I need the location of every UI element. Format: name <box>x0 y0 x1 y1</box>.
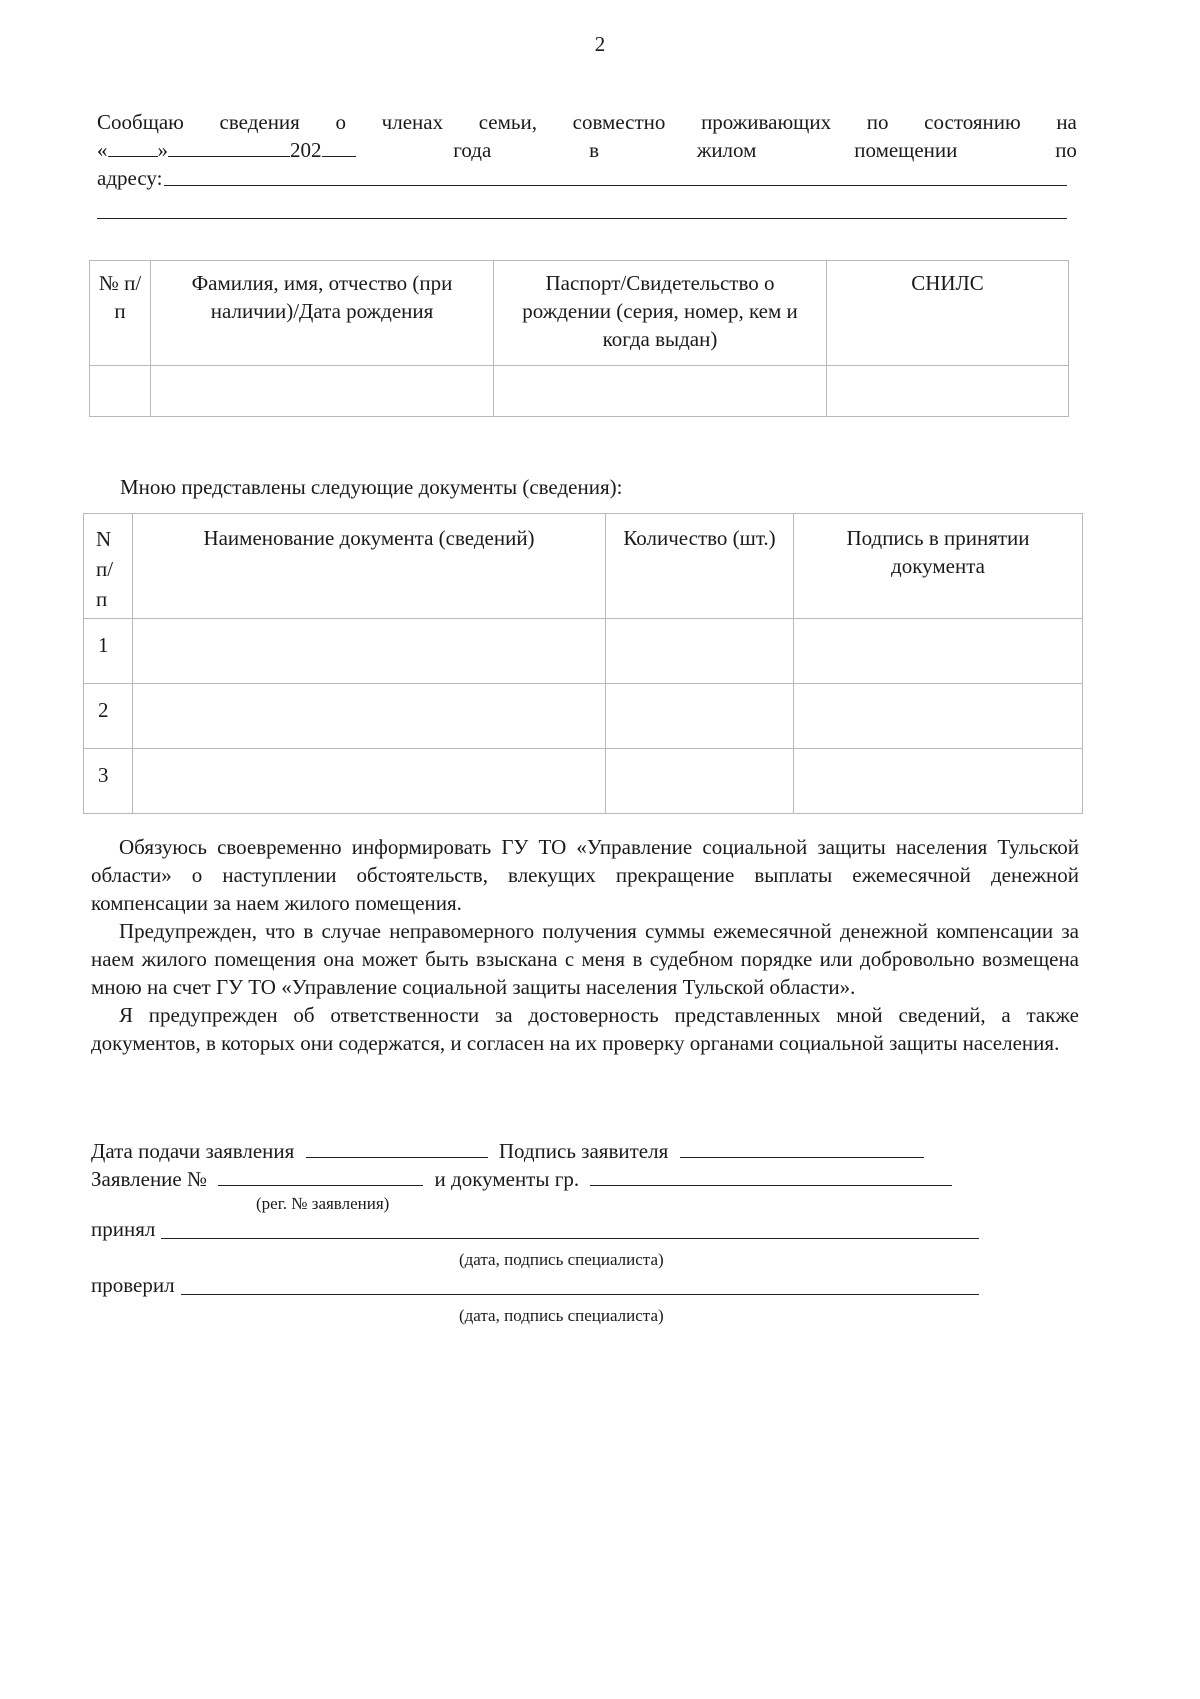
page-number: 2 <box>594 32 606 56</box>
checked-caption: (дата, подпись специалиста) <box>459 1306 664 1325</box>
application-number-field[interactable] <box>218 1165 423 1186</box>
intro-word: по <box>866 110 889 134</box>
accepted-caption: (дата, подпись специалиста) <box>459 1250 664 1269</box>
intro-word: года <box>453 138 492 162</box>
intro-word: помещении <box>854 138 958 162</box>
col-document-name: Наименование документа (сведений) <box>133 514 606 619</box>
documents-heading: Мною представлены следующие документы (сведения): <box>120 475 623 499</box>
intro-word: Сообщаю <box>97 110 184 134</box>
table-header-row <box>84 514 1083 619</box>
address-line <box>97 164 1067 192</box>
intro-word: семьи, <box>478 110 537 134</box>
applicant-signature-label: Подпись заявителя <box>498 1139 669 1163</box>
day-field[interactable] <box>108 136 158 157</box>
application-number-label: Заявление № <box>91 1167 208 1191</box>
close-quote: » <box>157 138 168 162</box>
obligations-text <box>91 833 1079 1057</box>
intro-word: состоянию <box>924 110 1021 134</box>
intro-word: на <box>1056 110 1077 134</box>
table-cell[interactable] <box>90 366 151 417</box>
checked-line <box>91 1273 979 1298</box>
intro-word: членах <box>381 110 444 134</box>
col-passport: Паспорт/Свидетельство о рождении (серия, номер, кем и когда выдан) <box>494 261 827 366</box>
paragraph-inform: Обязуюсь своевременно информировать ГУ ТО «Управление социальной защиты населения Тульской области» о наступлении обстоятельств, влекущих прекращение выплаты ежемесячной денежной компенсации за наем жилого помещения. <box>91 835 1079 915</box>
checked-label: проверил <box>91 1273 175 1297</box>
table-row <box>90 366 1069 417</box>
table-cell[interactable] <box>133 619 606 684</box>
intro-line-2 <box>97 136 1077 164</box>
accepted-label: принял <box>91 1217 156 1241</box>
table-cell[interactable] <box>606 619 794 684</box>
address-field-continuation[interactable] <box>97 218 1067 219</box>
date-blank[interactable] <box>97 136 356 164</box>
family-members-table <box>89 260 1069 417</box>
col-snils: СНИЛС <box>827 261 1069 366</box>
checked-field[interactable] <box>181 1273 979 1295</box>
address-field[interactable] <box>164 164 1067 186</box>
table-cell[interactable] <box>827 366 1069 417</box>
open-quote: « <box>97 138 108 162</box>
intro-word: по <box>1055 138 1077 162</box>
table-cell[interactable] <box>606 749 794 814</box>
row-number: 3 <box>84 749 133 814</box>
row-number: 1 <box>84 619 133 684</box>
applicant-signature-field[interactable] <box>680 1137 924 1158</box>
family-info-intro <box>97 108 1077 192</box>
col-signature: Подпись в принятии документа <box>794 514 1083 619</box>
col-full-name: Фамилия, имя, отчество (при наличии)/Дата рождения <box>151 261 494 366</box>
table-cell[interactable] <box>606 684 794 749</box>
table-cell[interactable] <box>133 684 606 749</box>
accepted-field[interactable] <box>161 1217 979 1239</box>
address-label: адресу: <box>97 166 163 190</box>
signature-line-1 <box>91 1137 924 1164</box>
date-field[interactable] <box>306 1137 488 1158</box>
accepted-line <box>91 1217 979 1242</box>
intro-word: о <box>335 110 346 134</box>
table-cell[interactable] <box>151 366 494 417</box>
intro-word: в <box>589 138 600 162</box>
year-prefix: 202 <box>290 138 322 162</box>
intro-word: сведения <box>219 110 300 134</box>
paragraph-warning: Предупрежден, что в случае неправомерного получения суммы ежемесячной денежной компенсации за наем жилого помещения она может быть взыскана с меня в судебном порядке или добровольно возмещена мною на счет ГУ ТО «Управление социальной защиты населения Тульской области». <box>91 919 1079 999</box>
table-header-row <box>90 261 1069 366</box>
table-row <box>84 619 1083 684</box>
row-number: 2 <box>84 684 133 749</box>
table-cell[interactable] <box>794 684 1083 749</box>
intro-line-1 <box>97 108 1077 136</box>
table-cell[interactable] <box>133 749 606 814</box>
documents-citizen-label: и документы гр. <box>434 1167 580 1191</box>
month-field[interactable] <box>168 136 290 157</box>
table-row <box>84 684 1083 749</box>
paragraph-responsibility: Я предупрежден об ответственности за достоверность представленных мной сведений, а также документов, в которых они содержатся, и согласен на их проверку органами социальной защиты населения. <box>91 1003 1079 1055</box>
reg-number-caption: (рег. № заявления) <box>256 1194 390 1213</box>
signature-line-2 <box>91 1165 952 1192</box>
table-cell[interactable] <box>794 749 1083 814</box>
intro-word: совместно <box>572 110 666 134</box>
col-quantity: Количество (шт.) <box>606 514 794 619</box>
intro-word: жилом <box>696 138 757 162</box>
date-label: Дата подачи заявления <box>91 1139 295 1163</box>
year-suffix-field[interactable] <box>322 136 356 157</box>
table-cell[interactable] <box>794 619 1083 684</box>
documents-table <box>83 513 1083 814</box>
intro-word: проживающих <box>701 110 832 134</box>
table-cell[interactable] <box>494 366 827 417</box>
citizen-name-field[interactable] <box>590 1165 952 1186</box>
col-number: № п/п <box>90 261 151 366</box>
col-number: N п/ п <box>84 514 133 619</box>
table-row <box>84 749 1083 814</box>
